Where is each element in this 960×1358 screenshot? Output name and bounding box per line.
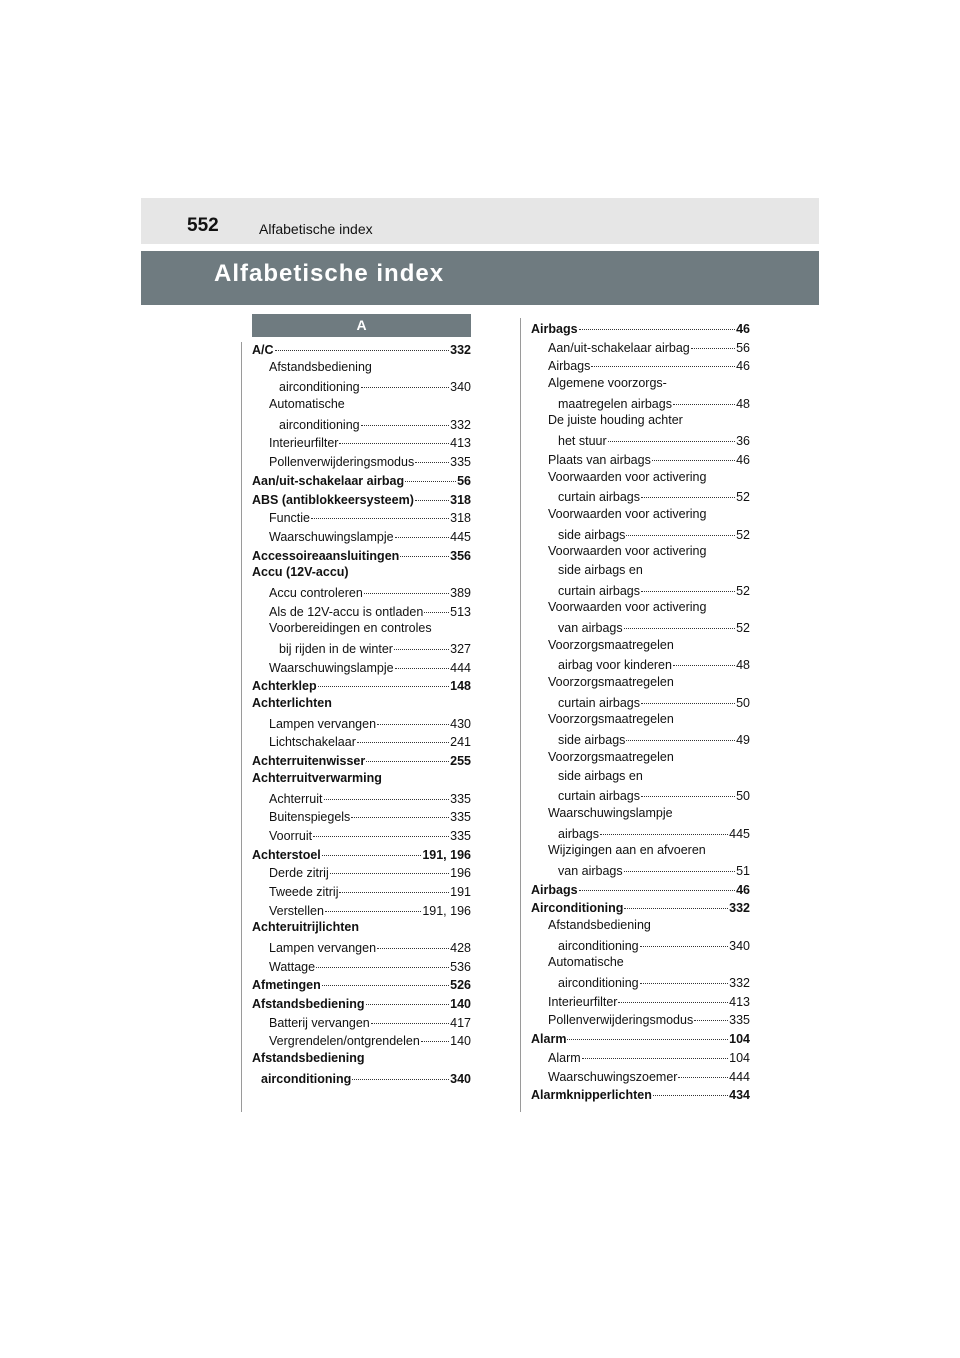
index-entry-text: Voorruit <box>269 828 313 843</box>
index-entry <box>531 785 750 804</box>
index-entry-text: Voorzorgsmaatregelen <box>548 749 674 764</box>
index-entry-page: 140 <box>450 1034 471 1049</box>
index-entry-text: Afstandsbediening <box>548 918 651 932</box>
index-entry-page: 335 <box>450 810 471 825</box>
index-entry-page: 255 <box>450 754 471 769</box>
leader-dots <box>352 1065 449 1080</box>
index-entry-text: Achterlichten <box>252 696 332 711</box>
leader-dots <box>640 932 729 947</box>
index-entry-page: 340 <box>450 1071 471 1086</box>
leader-dots <box>325 897 421 912</box>
index-entry-page: 241 <box>450 735 471 750</box>
index-entry-text: Voorzorgsmaatregelen <box>548 712 674 727</box>
index-entry-text: Alarmknipperlichten <box>531 1088 652 1103</box>
index-entry-text: Afstandsbediening <box>252 997 365 1012</box>
index-entry-page: 335 <box>450 828 471 843</box>
leader-dots <box>641 782 735 797</box>
index-entry-page: 434 <box>729 1088 750 1103</box>
index-entry-text: Voorzorgsmaatregelen <box>548 637 674 652</box>
leader-dots <box>641 483 735 498</box>
index-entry-text: Waarschuwingslampje <box>269 660 394 675</box>
index-entry-page: 413 <box>450 436 471 451</box>
index-entry <box>531 542 750 561</box>
leader-dots <box>377 934 449 949</box>
index-entry-text: Achterstoel <box>252 847 321 862</box>
leader-dots <box>395 654 450 669</box>
index-entry <box>531 486 750 505</box>
index-entry-page: 49 <box>736 733 750 748</box>
index-entry-text: Waarschuwingslampje <box>269 529 394 544</box>
index-entry-text: ABS (antiblokkeersysteem) <box>252 492 414 507</box>
leader-dots <box>673 390 735 405</box>
leader-dots <box>424 598 449 613</box>
index-entry-text: Aan/uit-schakelaar airbag <box>548 340 690 355</box>
index-entry-page: 52 <box>736 621 750 635</box>
index-entry-text: Voorwaarden voor activering <box>548 506 707 521</box>
leader-dots <box>318 672 450 687</box>
index-entry-text: Voorwaarden voor activering <box>548 544 707 559</box>
index-entry-page: 335 <box>450 455 471 470</box>
index-entry-text: Afmetingen <box>252 978 321 993</box>
index-entry-text: Achterklep <box>252 679 317 694</box>
index-entry-text: bij rijden in de winter <box>279 642 393 656</box>
index-entry-text: Accu (12V-accu) <box>252 565 349 580</box>
index-entry <box>531 617 750 636</box>
index-entry <box>252 675 471 694</box>
index-entry-text: Achterruitverwarming <box>252 770 382 785</box>
index-entry-text: airconditioning <box>558 976 639 991</box>
index-entry <box>252 339 471 358</box>
index-entry-page: 196 <box>450 866 471 881</box>
index-entry-text: Interieurfilter <box>269 436 339 451</box>
index-entry-text: curtain airbags <box>558 695 640 710</box>
leader-dots <box>415 448 449 463</box>
index-entry-text: Afstandsbediening <box>269 359 372 374</box>
index-entry-text: airconditioning <box>261 1071 352 1086</box>
index-entry-page: 430 <box>450 716 471 731</box>
index-entry-page: 56 <box>457 473 471 488</box>
index-entry-page: 104 <box>729 1032 750 1047</box>
index-entry-page: 51 <box>736 863 750 878</box>
index-entry-text: het stuur <box>558 434 607 449</box>
index-entry-page: 191, 196 <box>422 847 471 862</box>
index-entry-text: curtain airbags <box>558 490 640 505</box>
index-entry <box>531 935 750 954</box>
leader-dots <box>394 635 449 650</box>
index-entry-text: Airbags <box>531 322 578 336</box>
index-entry-text: curtain airbags <box>558 583 640 598</box>
index-entry-text: De juiste houding achter <box>548 413 683 428</box>
leader-dots <box>366 747 449 762</box>
index-entry-page: 513 <box>450 604 471 619</box>
index-entry-page: 50 <box>736 695 750 710</box>
index-entry-text: Lampen vervangen <box>269 941 377 955</box>
leader-dots <box>626 521 735 536</box>
index-entry-text: Voorwaarden voor activering <box>548 469 707 484</box>
index-entry-text: Voorwaarden voor activering <box>548 600 707 615</box>
index-entry-page: 335 <box>729 1013 750 1028</box>
leader-dots <box>275 336 450 351</box>
index-entry-text: A/C <box>252 343 274 357</box>
leader-dots <box>311 504 449 519</box>
index-entry-text: Automatische <box>548 955 624 970</box>
leader-dots <box>618 988 728 1003</box>
index-entry-text: Buitenspiegels <box>269 810 351 825</box>
index-entry-page: 56 <box>736 340 750 355</box>
index-entry-text: Alarm <box>531 1032 567 1047</box>
index-entry <box>252 1068 471 1087</box>
index-entry <box>252 750 471 769</box>
index-entry-page: 340 <box>729 938 750 953</box>
leader-dots <box>366 990 450 1005</box>
leader-dots <box>652 446 735 461</box>
index-entry <box>531 580 750 599</box>
index-entry-text: Airbags <box>531 882 578 897</box>
index-entry-text: Vergrendelen/ontgrendelen <box>269 1034 420 1049</box>
index-entry-page: 356 <box>450 548 471 563</box>
leader-dots <box>324 785 450 800</box>
index-entry-text: Achterruit <box>269 791 323 806</box>
index-entry-page: 445 <box>729 826 750 841</box>
index-entry-page: 332 <box>450 417 471 432</box>
leader-dots <box>339 878 449 893</box>
index-entry-text: Verstellen <box>269 903 324 918</box>
index-entry-page: 340 <box>450 380 471 395</box>
index-entry <box>531 449 750 468</box>
index-entry <box>252 601 471 620</box>
leader-dots <box>322 971 449 986</box>
index-entry-text: Automatische <box>269 397 345 412</box>
left-index-column <box>252 339 471 1087</box>
index-entry <box>252 376 471 395</box>
leader-dots <box>322 841 422 856</box>
index-entry-text: Waarschuwingslampje <box>548 805 673 820</box>
index-entry-text: Pollenverwijderingsmodus <box>269 455 415 470</box>
index-entry-text: airbag voor kinderen <box>558 658 672 673</box>
index-entry-page: 536 <box>450 959 471 974</box>
section-letter: A <box>252 314 471 337</box>
leader-dots <box>673 651 735 666</box>
index-entry-page: 48 <box>736 658 750 673</box>
leader-dots <box>582 1044 728 1059</box>
leader-dots <box>641 689 735 704</box>
index-entry-text: Wattage <box>269 959 316 974</box>
index-entry-page: 52 <box>736 527 750 542</box>
leader-dots <box>361 373 450 388</box>
index-entry-text: Airconditioning <box>531 901 624 916</box>
index-entry-page: 332 <box>729 976 750 991</box>
page-number: 552 <box>187 215 219 236</box>
index-entry-text: Airbags <box>548 359 591 374</box>
index-entry <box>252 1030 471 1049</box>
index-entry-text: Derde zitrij <box>269 866 329 881</box>
index-entry <box>252 900 471 919</box>
index-entry-text: Alarm <box>548 1050 581 1065</box>
right-index-column <box>531 318 750 1103</box>
index-entry-page: 335 <box>450 791 471 806</box>
leader-dots <box>608 427 735 442</box>
index-entry-text: Achteruitrijlichten <box>252 920 359 935</box>
index-entry-page: 191 <box>450 884 471 899</box>
index-entry-text: Als de 12V-accu is ontladen <box>269 604 424 619</box>
index-entry-page: 332 <box>729 901 750 916</box>
index-entry-text: airconditioning <box>558 938 639 953</box>
leader-dots <box>691 334 735 349</box>
index-entry-text: Pollenverwijderingsmodus <box>548 1013 694 1028</box>
index-entry-text: Functie <box>269 511 310 526</box>
index-entry-page: 52 <box>736 490 750 505</box>
leader-dots <box>591 352 735 367</box>
index-entry-text: Waarschuwingszoemer <box>548 1069 678 1084</box>
leader-dots <box>339 429 449 444</box>
index-entry-page: 444 <box>450 660 471 675</box>
index-entry-page: 318 <box>450 511 471 526</box>
leader-dots <box>400 542 449 557</box>
index-entry <box>252 545 471 564</box>
index-entry <box>531 393 750 412</box>
index-entry <box>531 692 750 711</box>
running-header-bar <box>141 198 819 244</box>
leader-dots <box>678 1063 728 1078</box>
index-entry-page: 389 <box>450 585 471 600</box>
index-entry-text: side airbags <box>558 527 626 542</box>
index-entry-text: side airbags en <box>558 768 643 783</box>
leader-dots <box>364 579 449 594</box>
left-column-rule <box>241 342 242 1112</box>
title-bar <box>141 251 819 305</box>
index-entry-text: Accessoireaansluitingen <box>252 548 400 563</box>
leader-dots <box>330 859 449 874</box>
index-entry-page: 148 <box>450 679 471 694</box>
index-entry <box>531 524 750 543</box>
index-entry-text: airconditioning <box>279 417 360 432</box>
index-entry-text: Interieurfilter <box>548 994 618 1009</box>
leader-dots <box>641 577 735 592</box>
leader-dots <box>313 822 449 837</box>
index-entry-text: Accu controleren <box>269 585 363 600</box>
index-entry-text: Algemene voorzorgs- <box>548 376 667 391</box>
index-entry-page: 428 <box>450 941 471 955</box>
index-entry-text: Voorbereidingen en controles <box>269 621 432 636</box>
right-column-rule <box>520 318 521 1112</box>
leader-dots <box>640 969 729 984</box>
index-entry-text: curtain airbags <box>558 789 640 804</box>
index-entry-page: 445 <box>450 529 471 544</box>
leader-dots <box>405 467 456 482</box>
index-entry-text: Afstandsbediening <box>252 1051 365 1066</box>
index-entry-page: 332 <box>450 343 471 357</box>
leader-dots <box>626 726 735 741</box>
index-entry-text: airbags <box>558 826 599 841</box>
leader-dots <box>624 614 735 629</box>
index-entry <box>531 897 750 916</box>
index-entry-page: 50 <box>736 789 750 804</box>
index-entry-page: 318 <box>450 492 471 507</box>
index-entry-text: Batterij vervangen <box>269 1015 370 1030</box>
index-entry-page: 191, 196 <box>422 903 471 918</box>
index-entry <box>531 823 750 842</box>
index-entry-page: 104 <box>729 1050 750 1065</box>
index-entry-text: Aan/uit-schakelaar airbag <box>252 473 405 488</box>
index-entry-page: 36 <box>736 434 750 449</box>
index-entry-page: 48 <box>736 396 750 411</box>
index-entry-text: Achterruitenwisser <box>252 754 366 769</box>
leader-dots <box>415 486 449 501</box>
index-entry-text: van airbags <box>558 621 623 635</box>
index-entry-text: Lampen vervangen <box>269 716 377 731</box>
index-entry <box>531 355 750 374</box>
index-entry <box>531 654 750 673</box>
leader-dots <box>579 876 736 891</box>
index-entry-page: 413 <box>729 994 750 1009</box>
leader-dots <box>600 820 728 835</box>
page-title: Alfabetische index <box>214 260 445 287</box>
index-entry-page: 46 <box>736 322 750 336</box>
leader-dots <box>567 1025 728 1040</box>
index-entry-text: maatregelen airbags <box>558 396 672 411</box>
leader-dots <box>357 728 449 743</box>
index-entry-page: 417 <box>450 1015 471 1030</box>
index-entry-text: van airbags <box>558 863 623 878</box>
leader-dots <box>316 953 449 968</box>
index-entry-page: 526 <box>450 978 471 993</box>
leader-dots <box>421 1027 449 1042</box>
index-entry-page: 46 <box>736 452 750 467</box>
leader-dots <box>395 523 450 538</box>
leader-dots <box>624 894 728 909</box>
leader-dots <box>624 857 735 872</box>
leader-dots <box>361 411 450 426</box>
index-entry-page: 52 <box>736 583 750 598</box>
leader-dots <box>653 1081 728 1096</box>
index-entry-page: 140 <box>450 997 471 1012</box>
index-entry-text: Plaats van airbags <box>548 452 651 467</box>
index-entry <box>531 729 750 748</box>
index-entry-text: Wijzigingen aan en afvoeren <box>548 843 706 858</box>
leader-dots <box>377 710 449 725</box>
index-entry-text: Lichtschakelaar <box>269 735 356 750</box>
index-entry <box>531 748 750 767</box>
index-entry-page: 327 <box>450 642 471 656</box>
index-entry-page: 444 <box>729 1069 750 1084</box>
index-entry-text: Tweede zitrij <box>269 884 339 899</box>
index-entry <box>531 1084 750 1103</box>
leader-dots <box>371 1009 449 1024</box>
index-entry-page: 46 <box>736 882 750 897</box>
index-entry-page: 46 <box>736 359 750 374</box>
index-entry-text: side airbags en <box>558 562 643 577</box>
index-entry-text: side airbags <box>558 733 626 748</box>
index-entry-text: airconditioning <box>279 380 360 395</box>
index-entry-text: Voorzorgsmaatregelen <box>548 675 674 690</box>
leader-dots <box>694 1006 728 1021</box>
leader-dots <box>579 315 736 330</box>
leader-dots <box>351 803 449 818</box>
running-head: Alfabetische index <box>259 221 373 237</box>
